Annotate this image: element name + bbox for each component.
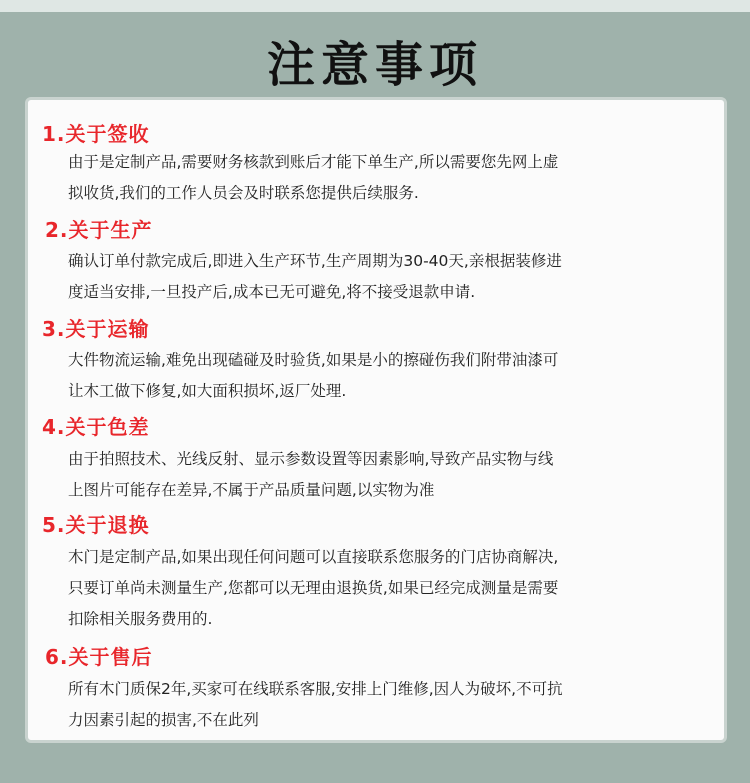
notice-panel <box>25 97 727 743</box>
section-heading-color-difference: 4.关于色差 <box>42 415 150 439</box>
section-heading-signing: 1.关于签收 <box>42 122 150 146</box>
section-heading-after-sales: 6.关于售后 <box>45 645 153 669</box>
section-body-signing: 由于是定制产品,需要财务核款到账后才能下单生产,所以需要您先网上虚 拟收货,我们的工作人员会及时联系您提供后续服务. <box>68 153 559 202</box>
section-body-returns: 木门是定制产品,如果出现任何问题可以直接联系您服务的门店协商解决, 只要订单尚未测量生产,您都可以无理由退换货,如果已经完成测量是需要 扣除相关服务费用的. <box>68 548 559 628</box>
section-heading-production: 2.关于生产 <box>45 218 153 242</box>
section-heading-returns: 5.关于退换 <box>42 513 150 537</box>
section-body-color-difference: 由于拍照技术、光线反射、显示参数设置等因素影响,导致产品实物与线 上图片可能存在差异,不属于产品质量问题,以实物为准 <box>68 450 554 499</box>
page-title: 注意事项 <box>266 37 483 93</box>
section-heading-shipping: 3.关于运输 <box>42 317 150 341</box>
section-body-after-sales: 所有木门质保2年,买家可在线联系客服,安排上门维修,因人为破坏,不可抗 力因素引起的损害,不在此列 <box>68 680 563 729</box>
top-strip <box>0 0 750 12</box>
section-body-production: 确认订单付款完成后,即进入生产环节,生产周期为30-40天,亲根据装修进 度适当安排,一旦投产后,成本已无可避免,将不接受退款申请. <box>68 252 562 301</box>
section-body-shipping: 大件物流运输,难免出现磕碰及时验货,如果是小的擦碰伤我们附带油漆可 让木工做下修复,如大面积损坏,返厂处理. <box>68 351 559 400</box>
